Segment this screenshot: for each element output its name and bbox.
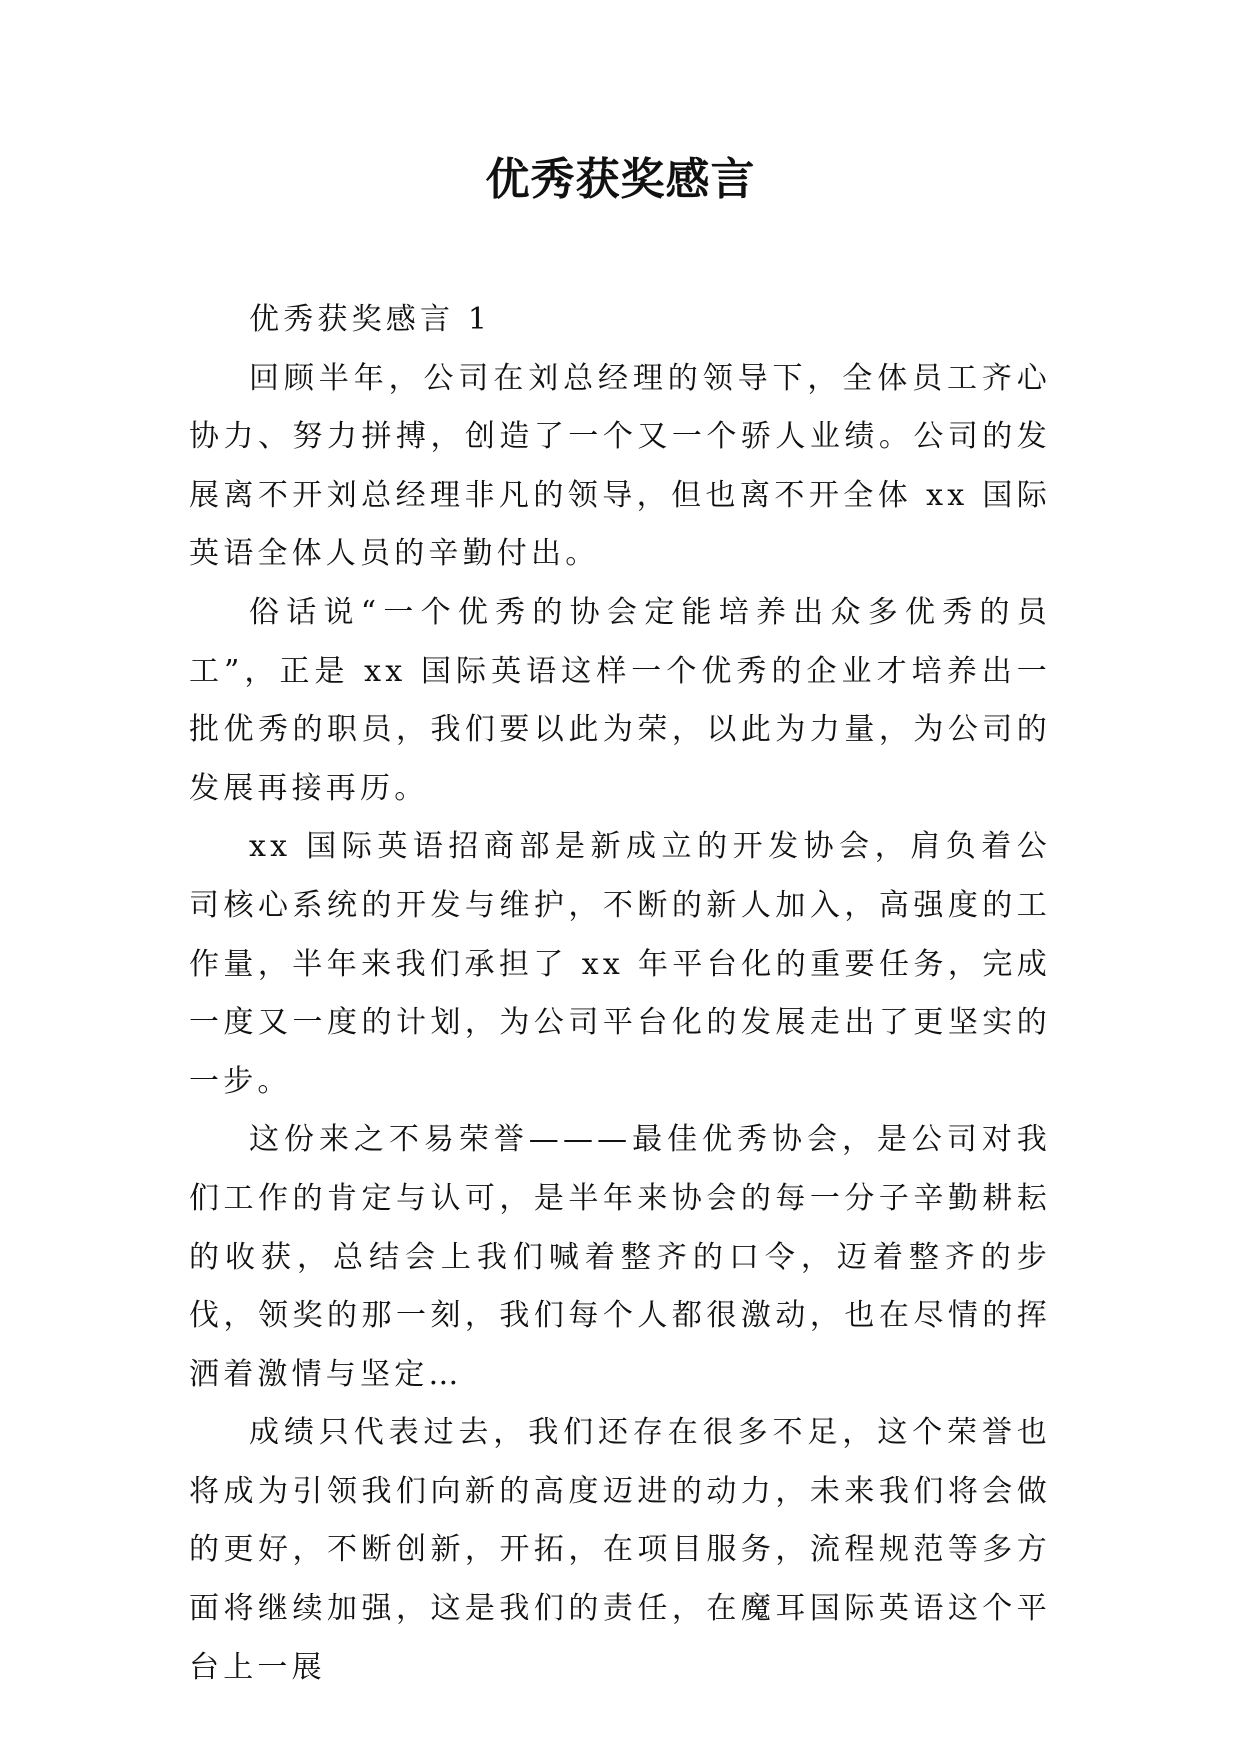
section-heading: 优秀获奖感言 1: [249, 302, 492, 337]
paragraph-5: 成绩只代表过去，我们还存在很多不足，这个荣誉也将成为引领我们向新的高度迈进的动力，未来我们将会做的更好，不断创新，开拓，在项目服务，流程规范等多方面将继续加强，这是我们的责任，在魔耳国际英语这个平台上一展: [189, 1415, 1051, 1685]
document-body: [189, 291, 1051, 1697]
paragraph-2: 俗话说“一个优秀的协会定能培养出众多优秀的员工”，正是 xx 国际英语这样一个优秀的企业才培养出一批优秀的职员，我们要以此为荣，以此为力量，为公司的发展再接再历。: [189, 594, 1051, 806]
paragraph-1: 回顾半年，公司在刘总经理的领导下，全体员工齐心协力、努力拼搏，创造了一个又一个骄人业绩。公司的发展离不开刘总经理非凡的领导，但也离不开全体 xx 国际英语全体人员的辛勤付出。: [189, 360, 1051, 572]
paragraph-4: 这份来之不易荣誉———最佳优秀协会，是公司对我们工作的肯定与认可，是半年来协会的每一分子辛勤耕耘的收获，总结会上我们喊着整齐的口令，迈着整齐的步伐，领奖的那一刻，我们每个人都很激动，也在尽情的挥洒着激情与坚定…: [189, 1122, 1051, 1392]
document-title: 优秀获奖感言: [485, 154, 756, 205]
paragraph-3: xx 国际英语招商部是新成立的开发协会，肩负着公司核心系统的开发与维护，不断的新人加入，高强度的工作量，半年来我们承担了 xx 年平台化的重要任务，完成一度又一度的计划，为公司平台化的发展走出了更坚实的一步。: [189, 829, 1051, 1099]
